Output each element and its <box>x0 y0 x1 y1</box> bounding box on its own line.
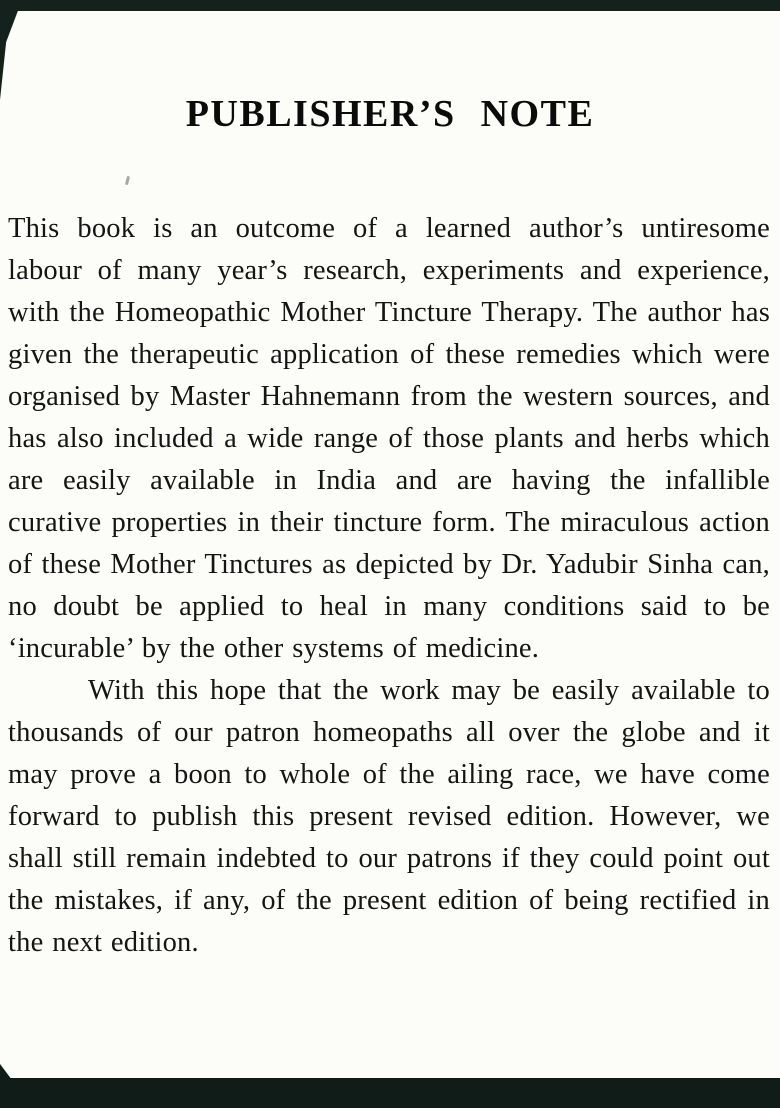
scan-edge-bottom <box>0 1078 780 1108</box>
scan-speck <box>125 176 130 185</box>
scan-edge-top <box>0 0 780 11</box>
paragraph-2: With this hope that the work may be easily available to thousands of our patron homeopaths all over the globe and it may prove a boon to whole of the ailing race, we have come forward to publish this present revised edition. However, we shall still remain indebted to our patrons if they could point out the mistakes, if any, of the present edition of being rectified in the next edition. <box>8 675 770 958</box>
paragraph-1: This book is an outcome of a learned author’s untiresome labour of many year’s research, experiments and experience, with the Homeopathic Mother Tincture Therapy. The author has given the therapeutic application of these remedies which were organised by Master Hahnemann from the western sources, and has also included a wide range of those plants and herbs which are easily available in India and are having the infallible curative properties in their tincture form. The miraculous action of these Mother Tinctures as depicted by Dr. Yadubir Sinha can, no doubt be applied to heal in many conditions said to be ‘incurable’ by the other systems of medicine. <box>8 213 770 664</box>
body-text-block <box>8 208 770 964</box>
page-title: PUBLISHER’S NOTE <box>185 93 595 135</box>
scan-edge-top-left-corner <box>0 0 22 100</box>
